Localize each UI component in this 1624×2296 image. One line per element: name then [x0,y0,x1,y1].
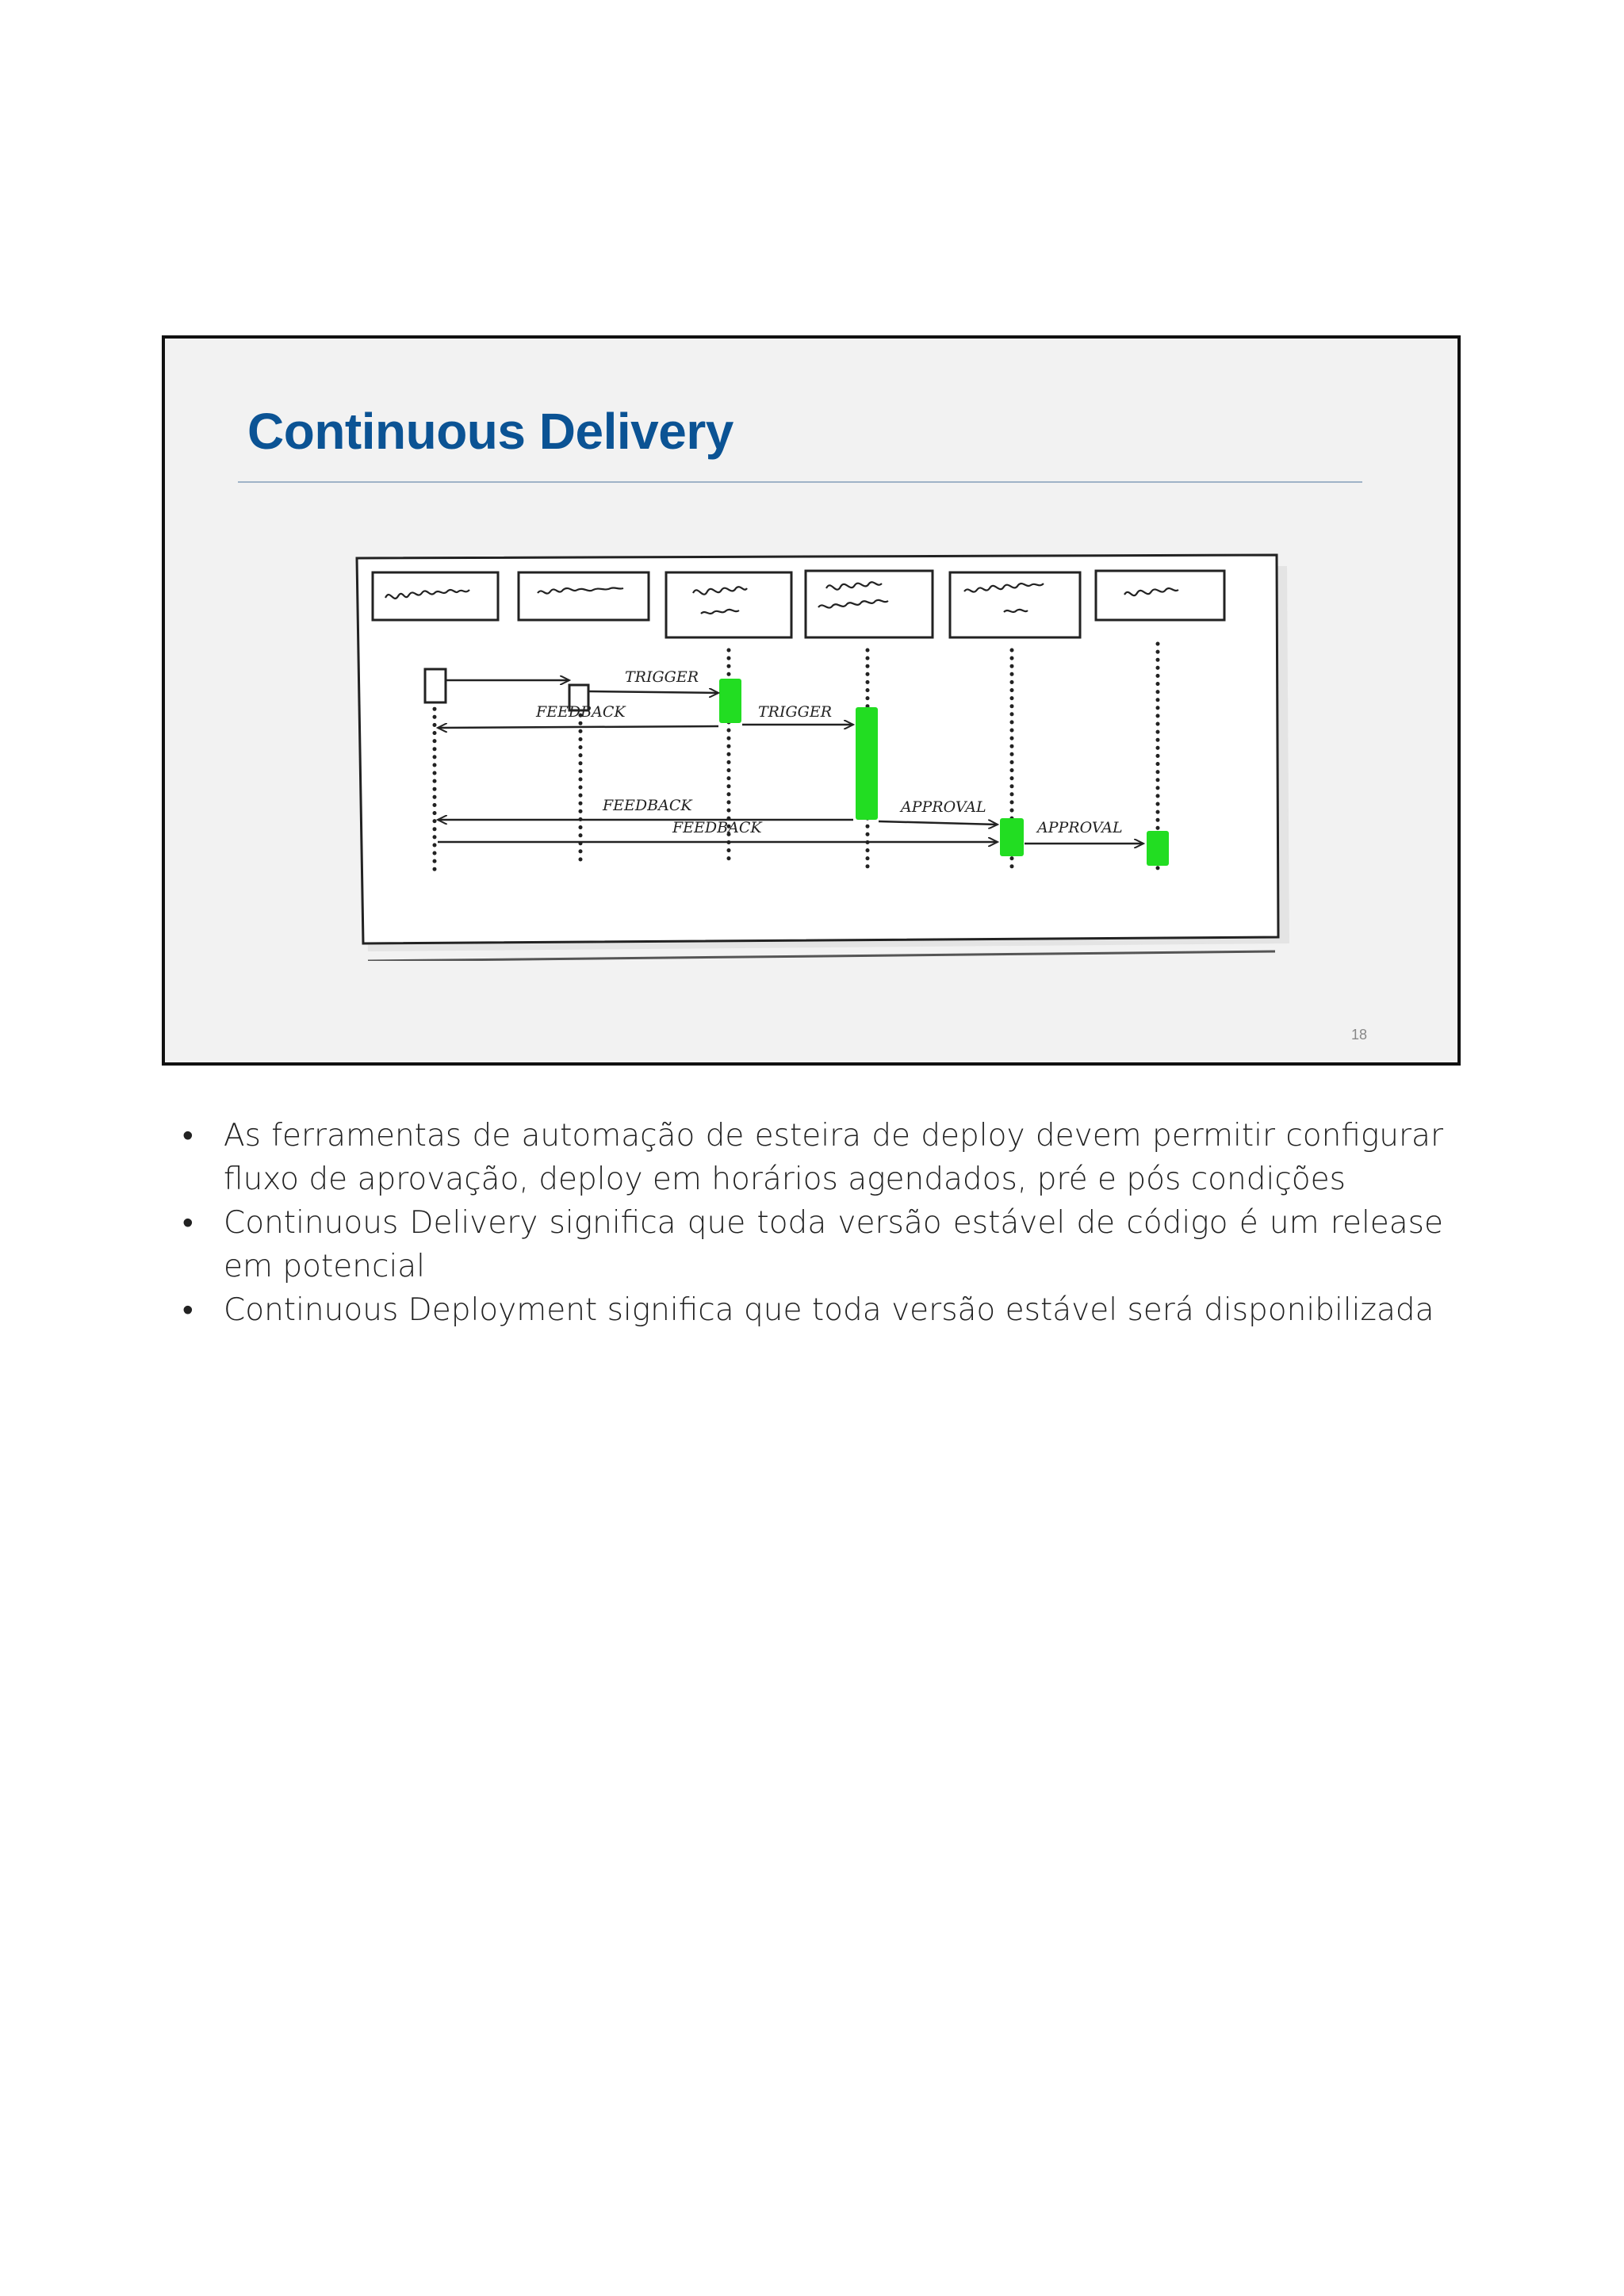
speaker-notes-list [182,1114,1443,1332]
bullet-icon: • [182,1118,193,1154]
note-text: Continuous Delivery significa que toda versão estável de código é um release em potencial [224,1205,1443,1284]
label-approval-1: APPROVAL [901,798,986,816]
label-trigger-2: TRIGGER [758,703,833,721]
title-divider [238,481,1362,483]
label-feedback-3: FEEDBACK [672,819,762,836]
bullet-icon: • [182,1205,193,1241]
slide-title: Continuous Delivery [247,403,733,460]
note-text: Continuous Deployment significa que toda versão estável será disponibilizada [224,1292,1434,1328]
note-text: As ferramentas de automação de esteira de deploy devem permitir configurar fluxo de aprovação, deploy em horários agendados, pré e pós condições [224,1118,1443,1197]
label-feedback-1: FEEDBACK [536,703,626,721]
label-approval-2: APPROVAL [1037,819,1123,836]
frame-baseline [368,951,1275,961]
activation-bar-4 [856,707,878,820]
sequence-diagram-sketch [339,549,1291,961]
activation-bar-6 [1147,831,1169,866]
slide [162,335,1461,1066]
slide-page-number: 18 [1351,1027,1368,1043]
bullet-icon: • [182,1292,193,1328]
note-item [182,1114,1443,1201]
activation-box-1 [425,669,446,702]
activation-bar-5 [1000,818,1024,856]
activation-bar-3 [719,679,741,723]
note-item [182,1288,1443,1332]
sketch-frame [357,555,1278,943]
label-feedback-2: FEEDBACK [603,797,692,814]
note-item [182,1201,1443,1288]
label-trigger-1: TRIGGER [625,668,699,686]
